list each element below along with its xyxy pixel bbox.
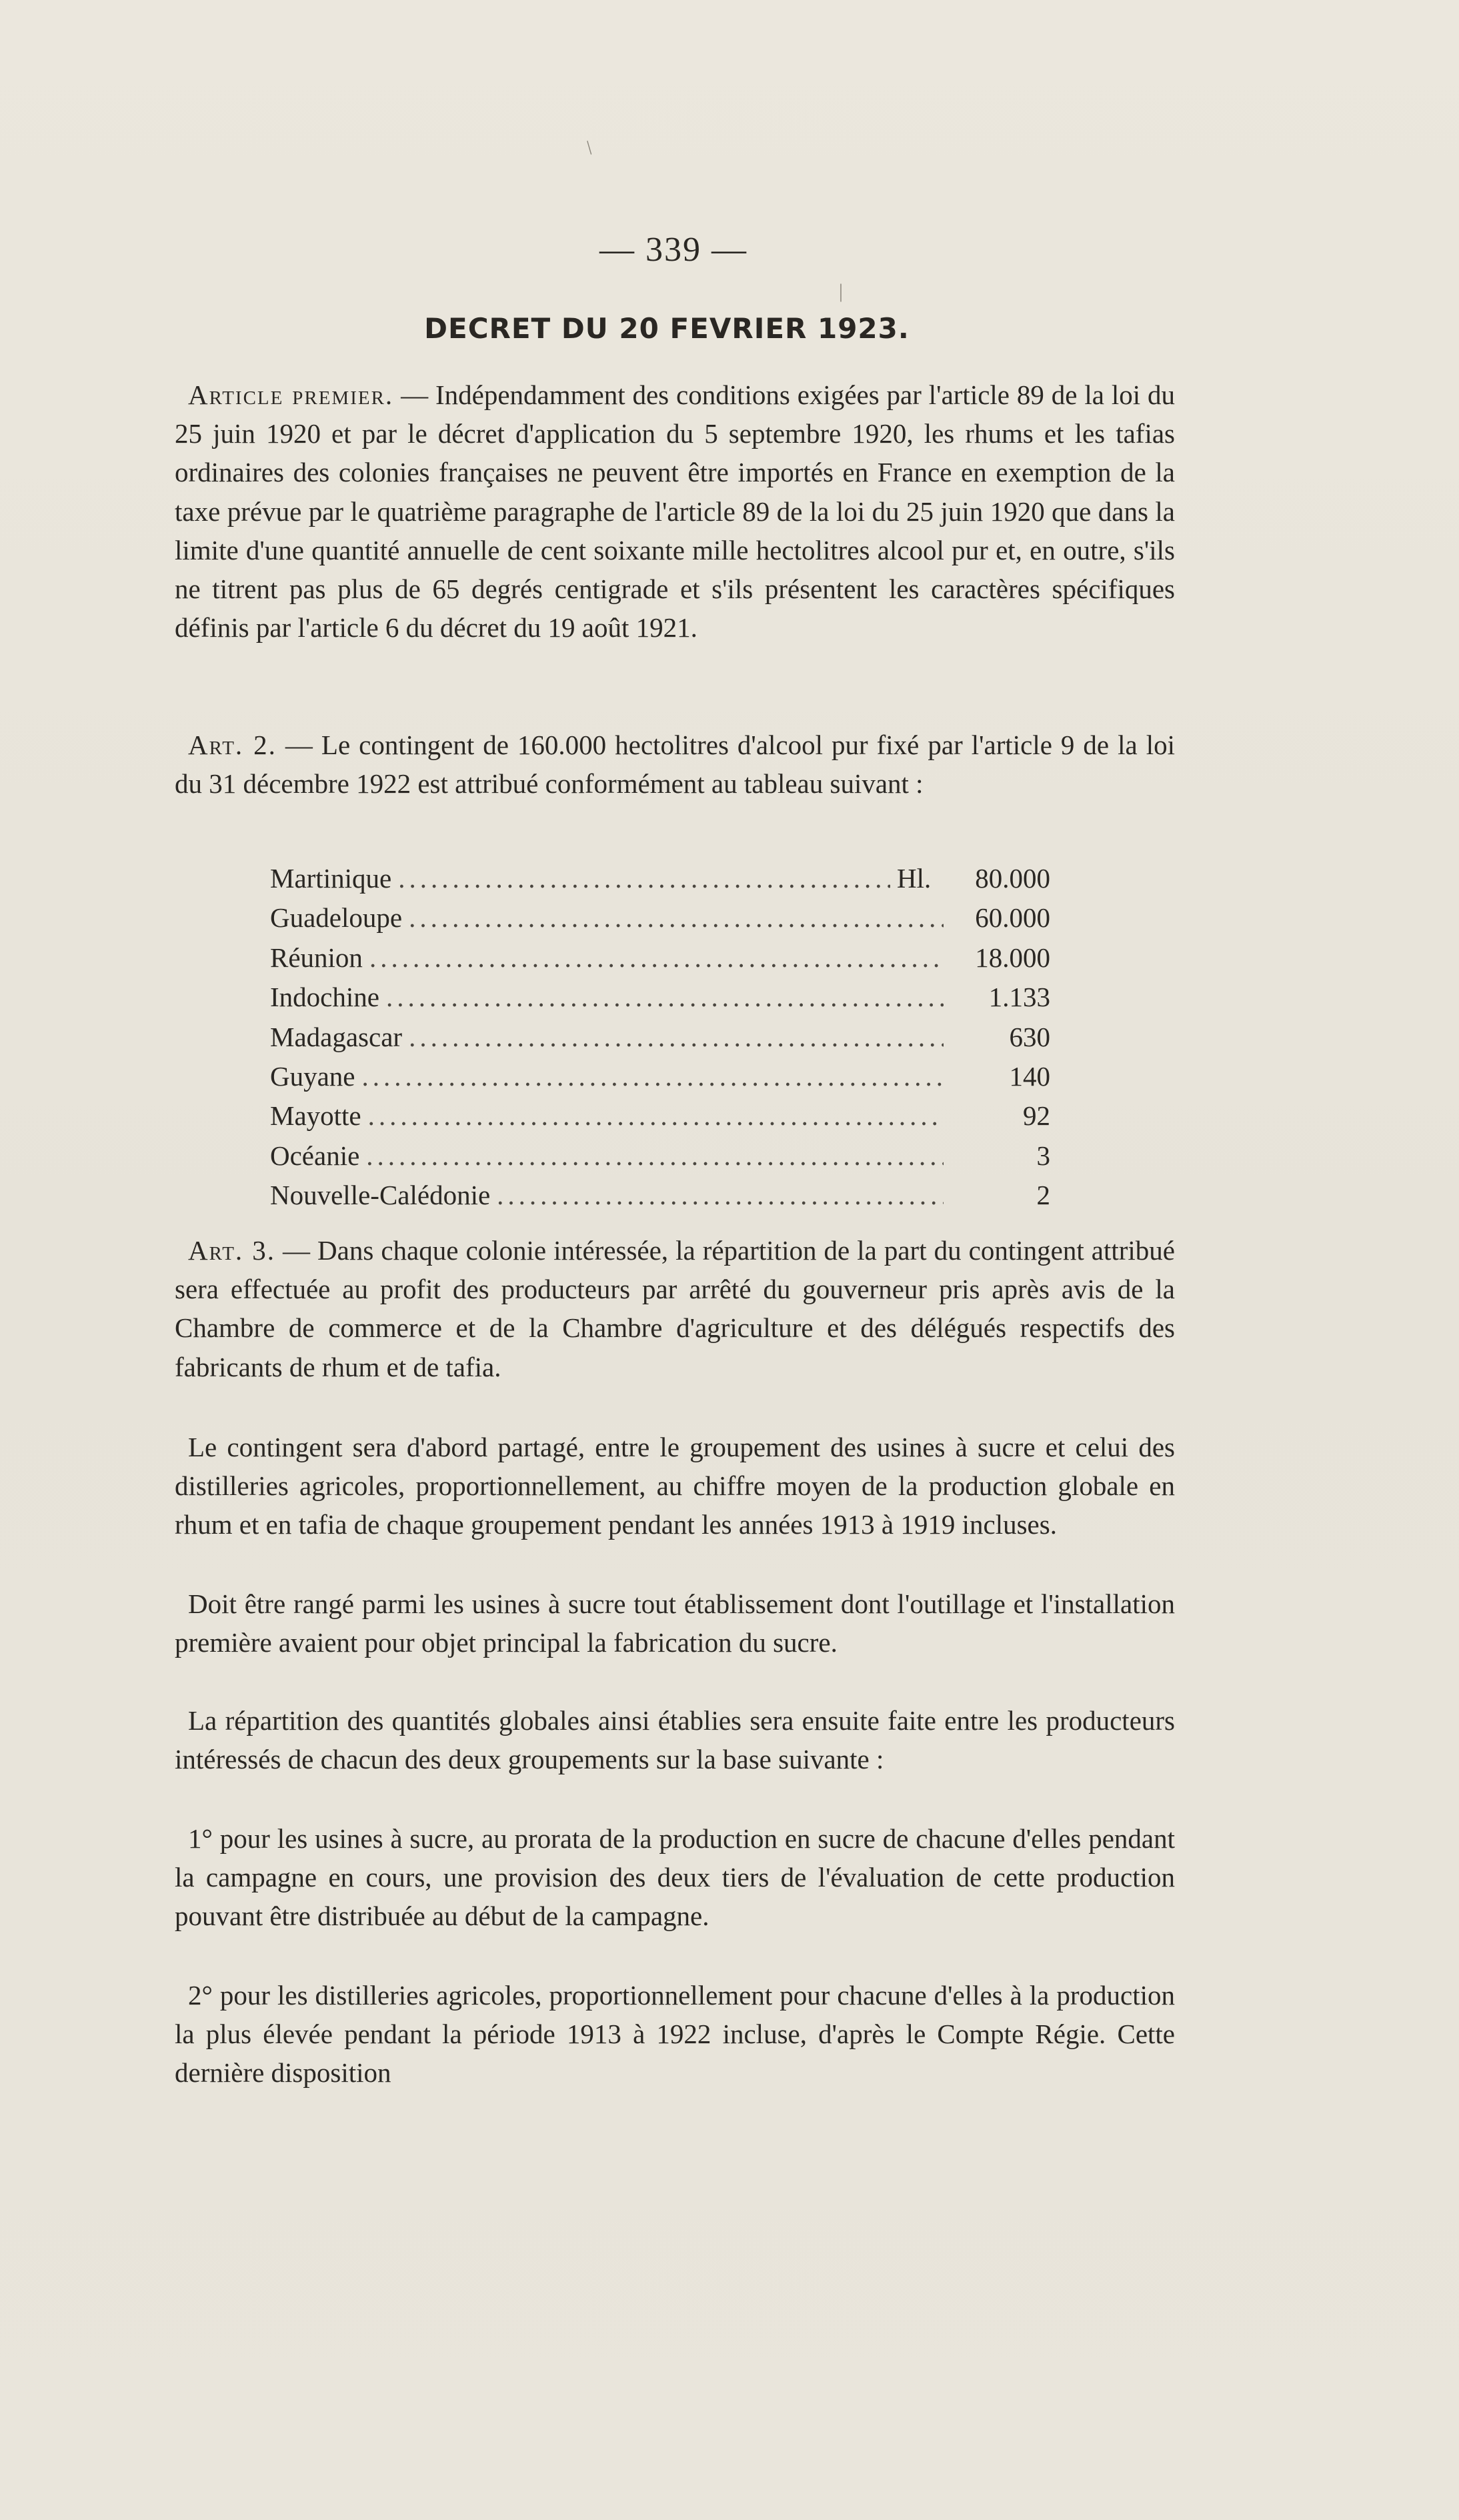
colony-name: Martinique	[270, 863, 392, 894]
paragraph-usines-text: Doit être rangé parmi les usines à sucre tout établissement dont l'outillage et l'installation première avaient pour objet principal la fabrication du sucre.	[175, 1588, 1175, 1658]
table-row	[270, 1021, 1050, 1060]
colony-name: Guyane	[270, 1060, 355, 1092]
article-3-paragraph	[175, 1231, 1175, 1386]
article-1-label: Article premier.	[188, 379, 394, 410]
dot-leader	[366, 1140, 944, 1172]
table-row	[270, 862, 1050, 902]
page-number: — 339 —	[599, 231, 748, 269]
paragraph-point-1	[175, 1819, 1175, 1936]
colony-value: 80.000	[975, 863, 1050, 894]
article-3-text: — Dans chaque colonie intéressée, la répartition de la part du contingent attribué sera effectuée au profit des producteurs par arrêté du gouverneur pris après avis de la Chambre de commerce et de la Chambre d'agriculture et des délégués respectifs des fabricants de rhum et de tafia.	[175, 1235, 1175, 1382]
table-row	[270, 981, 1050, 1020]
dot-leader	[369, 942, 944, 974]
colony-name: Mayotte	[270, 1100, 361, 1132]
colony-name: Madagascar	[270, 1021, 403, 1052]
article-2-text: — Le contingent de 160.000 hectolitres d'alcool pur fixé par l'article 9 de la loi du 31 décembre 1922 est attribué conformément au tableau suivant :	[175, 730, 1175, 800]
colony-name: Océanie	[270, 1140, 360, 1171]
table-row	[270, 942, 1050, 981]
colony-value: 92	[1023, 1100, 1050, 1132]
table-row	[270, 1140, 1050, 1179]
dot-leader	[386, 981, 944, 1013]
allocation-table	[270, 862, 1050, 1219]
paragraph-point-1-text: 1° pour les usines à sucre, au prorata de la production en sucre de chacune d'elles pendant la campagne en cours, une provision des deux tiers de l'évaluation de cette production pouvant être distribuée au début de la campagne.	[175, 1823, 1175, 1932]
colony-name: Réunion	[270, 942, 363, 973]
colony-name: Guadeloupe	[270, 902, 403, 934]
article-2-label: Art. 2.	[188, 730, 277, 760]
article-1-paragraph	[175, 375, 1175, 647]
article-2-paragraph	[175, 726, 1175, 803]
article-3-label: Art. 3.	[188, 1235, 275, 1266]
colony-value: 1.133	[988, 982, 1050, 1013]
colony-value: 2	[1036, 1180, 1050, 1211]
article-1-text: — Indépendamment des conditions exigées par l'article 89 de la loi du 25 juin 1920 et par le décret d'application du 5 septembre 1920, les rhums et les tafias ordinaires des colonies françaises ne peuvent être importés en France en exemption de la taxe prévue par le quatrième paragraphe de l'article 89 de la loi du 25 juin 1920 que dans la limite d'une quantité annuelle de cent soixante mille hectolitres alcool pur et, en outre, s'ils ne titrent pas plus de 65 degrés centigrade et s'ils présentent les caractères spécifiques définis par l'article 6 du décret du 19 août 1921.	[175, 379, 1176, 644]
table-row	[270, 902, 1050, 941]
table-row	[270, 1179, 1050, 1218]
unit-label: Hl.	[897, 863, 932, 894]
dot-leader	[362, 1060, 944, 1092]
colony-value: 3	[1036, 1140, 1050, 1171]
paragraph-point-2-text: 2° pour les distilleries agricoles, proportionnellement pour chacune d'elles à la production la plus élevée pendant la période 1913 à 1922 incluse, d'après le Compte Régie. Cette dernière disposition	[175, 1980, 1175, 2089]
colony-value: 630	[1009, 1021, 1050, 1052]
paragraph-repartition-text: La répartition des quantités globales ainsi établies sera ensuite faite entre les producteurs intéressés de chacun des deux groupements sur la base suivante :	[175, 1705, 1175, 1775]
decree-title: DECRET DU 20 FEVRIER 1923.	[424, 312, 910, 345]
stray-pen-mark: |	[839, 280, 844, 302]
dot-leader	[368, 1100, 944, 1132]
colony-value: 18.000	[975, 942, 1050, 973]
colony-value: 140	[1009, 1060, 1050, 1092]
colony-name: Nouvelle-Calédonie	[270, 1180, 491, 1211]
paragraph-point-2	[175, 1976, 1175, 2093]
colony-name: Indochine	[270, 982, 379, 1013]
colony-value: 60.000	[975, 902, 1050, 934]
dot-leader	[497, 1179, 944, 1211]
dot-leader	[409, 1021, 944, 1053]
dot-leader	[409, 902, 944, 934]
dot-leader	[398, 862, 890, 894]
paragraph-repartition	[175, 1701, 1175, 1778]
table-row	[270, 1060, 1050, 1100]
paragraph-usines	[175, 1584, 1175, 1662]
stray-pen-mark: /	[581, 137, 598, 159]
table-row	[270, 1100, 1050, 1139]
paragraph-contingent	[175, 1428, 1175, 1544]
paragraph-contingent-text: Le contingent sera d'abord partagé, entre le groupement des usines à sucre et celui des distilleries agricoles, proportionnellement, au chiffre moyen de la production globale en rhum et en tafia de chaque groupement pendant les années 1913 à 1919 incluses.	[175, 1432, 1175, 1540]
